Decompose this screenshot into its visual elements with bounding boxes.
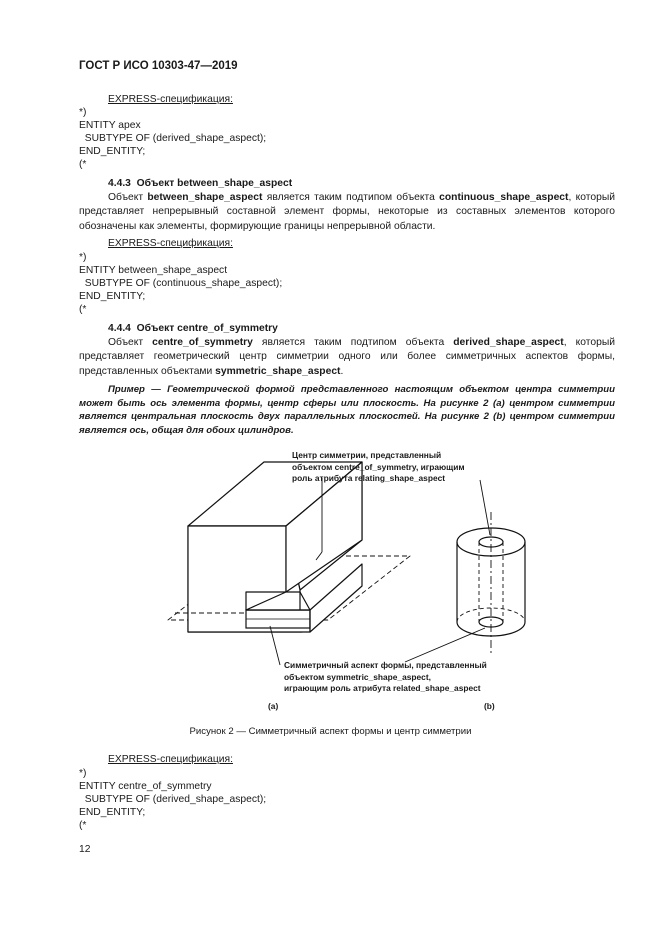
code-line: SUBTYPE OF (derived_shape_aspect); bbox=[79, 133, 267, 144]
code-line: END_ENTITY; bbox=[79, 291, 146, 302]
code-line: (* bbox=[79, 304, 87, 315]
callout-symmetric-shape-aspect: Симметричный аспект формы, представленный объектом symmetric_shape_aspect, играющим роль атрибута related_shape_aspect bbox=[284, 660, 487, 693]
section-heading: 4.4.4 Объект centre_of_symmetry bbox=[108, 323, 278, 334]
code-line: ENTITY between_shape_aspect bbox=[79, 265, 228, 276]
code-line: ENTITY apex bbox=[79, 120, 141, 131]
figure-label-a: (a) bbox=[268, 701, 279, 711]
code-line: *) bbox=[79, 768, 87, 779]
express-label: EXPRESS-спецификация: bbox=[108, 238, 233, 249]
figure-caption: Рисунок 2 — Симметричный аспект формы и центр симметрии bbox=[189, 726, 472, 737]
paragraph: Объект centre_of_symmetry является таким подтипом объекта derived_shape_aspect, который представляет геометрический центр симметрии одного или более симметричных аспектов формы, представленных объектами symmetric_shape_aspect. bbox=[79, 337, 615, 377]
express-label: EXPRESS-спецификация: bbox=[108, 754, 233, 765]
code-line: ENTITY centre_of_symmetry bbox=[79, 781, 212, 792]
section-heading: 4.4.3 Объект between_shape_aspect bbox=[108, 178, 293, 189]
document-header: ГОСТ Р ИСО 10303-47—2019 bbox=[79, 60, 238, 72]
code-line: END_ENTITY; bbox=[79, 146, 146, 157]
code-line: *) bbox=[79, 107, 87, 118]
code-line: (* bbox=[79, 820, 87, 831]
page-number: 12 bbox=[79, 844, 91, 855]
paragraph: Объект between_shape_aspect является таким подтипом объекта continuous_shape_aspect, который представляет непрерывный составной элемент формы, некоторые из составных элементов которого обозначены как элементы, формирующие границы непрерывной области. bbox=[79, 192, 615, 232]
express-label: EXPRESS-спецификация: bbox=[108, 94, 233, 105]
code-line: SUBTYPE OF (derived_shape_aspect); bbox=[79, 794, 267, 805]
code-line: *) bbox=[79, 252, 87, 263]
figure-label-b: (b) bbox=[484, 701, 495, 711]
code-line: SUBTYPE OF (continuous_shape_aspect); bbox=[79, 278, 283, 289]
code-line: (* bbox=[79, 159, 87, 170]
example-note: Пример — Геометрической формой представленного настоящим объектом центра симметрии может быть ось элемента формы, центр сферы или плоскость. На рисунке 2 (а) центром симметрии является центральная плоскость двух параллельных плоскостей. На рисунке 2 (b) центром симметрии является ось, общая для обоих цилиндров. bbox=[79, 384, 615, 436]
code-line: END_ENTITY; bbox=[79, 807, 146, 818]
callout-centre-of-symmetry: Центр симметрии, представленный объектом centre_of_symmetry, играющим роль атрибута relating_shape_aspect bbox=[292, 450, 465, 483]
